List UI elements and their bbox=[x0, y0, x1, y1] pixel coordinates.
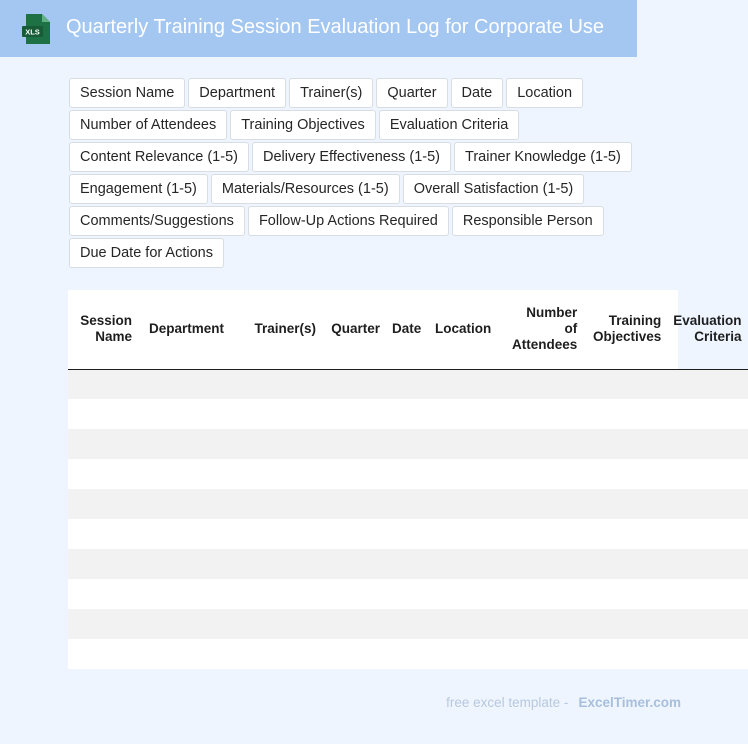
table-header-row bbox=[68, 290, 748, 369]
column-chip[interactable]: Number of Attendees bbox=[69, 110, 227, 140]
column-header[interactable]: Department bbox=[138, 290, 230, 369]
table-cell[interactable] bbox=[667, 549, 747, 579]
table-cell[interactable] bbox=[322, 459, 386, 489]
excel-icon-label: XLS bbox=[25, 27, 40, 37]
table-cell[interactable] bbox=[583, 399, 667, 429]
column-chip[interactable]: Content Relevance (1-5) bbox=[69, 142, 249, 172]
table-row bbox=[68, 429, 748, 459]
column-chip[interactable]: Materials/Resources (1-5) bbox=[211, 174, 400, 204]
table-cell[interactable] bbox=[68, 399, 138, 429]
table-cell[interactable] bbox=[68, 459, 138, 489]
footer-brand-link[interactable]: ExcelTimer.com bbox=[578, 695, 681, 710]
page-title: Quarterly Training Session Evaluation Log for Corporate Use bbox=[66, 16, 605, 38]
table-cell[interactable] bbox=[322, 429, 386, 459]
column-header[interactable]: Training Objectives bbox=[583, 290, 667, 369]
table-cell[interactable] bbox=[583, 519, 667, 549]
table-cell[interactable] bbox=[497, 399, 583, 429]
table-cell[interactable] bbox=[497, 579, 583, 609]
table-cell[interactable] bbox=[427, 399, 497, 429]
table-cell[interactable] bbox=[68, 519, 138, 549]
table-cell[interactable] bbox=[68, 369, 138, 399]
table-cell[interactable] bbox=[583, 489, 667, 519]
table-cell[interactable] bbox=[386, 489, 427, 519]
column-chip[interactable]: Due Date for Actions bbox=[69, 238, 224, 268]
table-row bbox=[68, 609, 748, 639]
table-cell[interactable] bbox=[386, 579, 427, 609]
column-header[interactable]: Evaluation Criteria bbox=[667, 290, 747, 369]
column-header[interactable]: Session Name bbox=[68, 290, 138, 369]
table-cell[interactable] bbox=[386, 519, 427, 549]
table-cell[interactable] bbox=[427, 459, 497, 489]
column-header[interactable]: Date bbox=[386, 290, 427, 369]
table-cell[interactable] bbox=[322, 399, 386, 429]
table-cell[interactable] bbox=[230, 579, 322, 609]
table-cell[interactable] bbox=[230, 549, 322, 579]
table-cell[interactable] bbox=[138, 489, 230, 519]
column-chip[interactable]: Department bbox=[188, 78, 286, 108]
table-cell[interactable] bbox=[583, 369, 667, 399]
column-chip-list bbox=[69, 78, 669, 268]
column-header[interactable]: Quarter bbox=[322, 290, 386, 369]
column-chip[interactable]: Delivery Effectiveness (1-5) bbox=[252, 142, 451, 172]
footer-credit bbox=[446, 695, 681, 710]
column-chip[interactable]: Engagement (1-5) bbox=[69, 174, 208, 204]
table-cell[interactable] bbox=[583, 639, 667, 669]
table-cell[interactable] bbox=[427, 519, 497, 549]
log-table[interactable] bbox=[68, 290, 742, 669]
table-cell[interactable] bbox=[230, 639, 322, 669]
table-cell[interactable] bbox=[138, 579, 230, 609]
table-cell[interactable] bbox=[322, 609, 386, 639]
table-cell[interactable] bbox=[497, 369, 583, 399]
table-cell[interactable] bbox=[138, 639, 230, 669]
table-cell[interactable] bbox=[230, 399, 322, 429]
table-cell[interactable] bbox=[667, 459, 747, 489]
column-chip[interactable]: Trainer(s) bbox=[289, 78, 373, 108]
column-chip[interactable]: Quarter bbox=[376, 78, 447, 108]
column-header[interactable]: Location bbox=[427, 290, 497, 369]
column-chip[interactable]: Date bbox=[451, 78, 504, 108]
table-cell[interactable] bbox=[322, 369, 386, 399]
table-cell[interactable] bbox=[427, 579, 497, 609]
table-cell[interactable] bbox=[427, 369, 497, 399]
column-header[interactable]: Number of Attendees bbox=[497, 290, 583, 369]
table-cell[interactable] bbox=[138, 549, 230, 579]
table-cell[interactable] bbox=[386, 549, 427, 579]
table-row bbox=[68, 549, 748, 579]
table-cell[interactable] bbox=[667, 579, 747, 609]
table-cell[interactable] bbox=[386, 459, 427, 489]
table-row bbox=[68, 519, 748, 549]
table-cell[interactable] bbox=[322, 579, 386, 609]
table-cell[interactable] bbox=[427, 429, 497, 459]
table-cell[interactable] bbox=[68, 549, 138, 579]
table-cell[interactable] bbox=[497, 549, 583, 579]
table-cell[interactable] bbox=[68, 579, 138, 609]
table-cell[interactable] bbox=[667, 429, 747, 459]
table-cell[interactable] bbox=[322, 639, 386, 669]
column-chip[interactable]: Follow-Up Actions Required bbox=[248, 206, 449, 236]
table-cell[interactable] bbox=[68, 489, 138, 519]
table-cell[interactable] bbox=[68, 429, 138, 459]
excel-file-icon bbox=[22, 14, 50, 44]
table-cell[interactable] bbox=[230, 489, 322, 519]
table-cell[interactable] bbox=[386, 369, 427, 399]
table-cell[interactable] bbox=[583, 579, 667, 609]
table-row bbox=[68, 399, 748, 429]
header-bar bbox=[0, 0, 637, 57]
table-cell[interactable] bbox=[138, 519, 230, 549]
table-cell[interactable] bbox=[667, 489, 747, 519]
table-cell[interactable] bbox=[138, 399, 230, 429]
table-cell[interactable] bbox=[497, 459, 583, 489]
table-cell[interactable] bbox=[138, 369, 230, 399]
table-row bbox=[68, 459, 748, 489]
table-cell[interactable] bbox=[230, 429, 322, 459]
table-cell[interactable] bbox=[230, 609, 322, 639]
table-cell[interactable] bbox=[583, 549, 667, 579]
table-cell[interactable] bbox=[386, 639, 427, 669]
table-cell[interactable] bbox=[497, 519, 583, 549]
column-chip[interactable]: Training Objectives bbox=[230, 110, 376, 140]
table-cell[interactable] bbox=[427, 639, 497, 669]
table-cell[interactable] bbox=[667, 639, 747, 669]
column-header[interactable]: Trainer(s) bbox=[230, 290, 322, 369]
table-row bbox=[68, 489, 748, 519]
table-cell[interactable] bbox=[230, 459, 322, 489]
table-cell[interactable] bbox=[138, 459, 230, 489]
column-chip[interactable]: Responsible Person bbox=[452, 206, 604, 236]
table-cell[interactable] bbox=[497, 609, 583, 639]
table-row bbox=[68, 639, 748, 669]
table-cell[interactable] bbox=[427, 609, 497, 639]
table-cell[interactable] bbox=[583, 429, 667, 459]
table-cell[interactable] bbox=[138, 429, 230, 459]
table-cell[interactable] bbox=[667, 369, 747, 399]
column-chip[interactable]: Overall Satisfaction (1-5) bbox=[403, 174, 585, 204]
table-row bbox=[68, 369, 748, 399]
column-chip[interactable]: Comments/Suggestions bbox=[69, 206, 245, 236]
table-cell[interactable] bbox=[497, 489, 583, 519]
table-cell[interactable] bbox=[427, 549, 497, 579]
column-chip[interactable]: Evaluation Criteria bbox=[379, 110, 519, 140]
column-chip[interactable]: Trainer Knowledge (1-5) bbox=[454, 142, 632, 172]
table-cell[interactable] bbox=[667, 609, 747, 639]
table-cell[interactable] bbox=[138, 609, 230, 639]
table-cell[interactable] bbox=[583, 609, 667, 639]
table-cell[interactable] bbox=[386, 609, 427, 639]
table-cell[interactable] bbox=[497, 639, 583, 669]
table-cell[interactable] bbox=[322, 519, 386, 549]
table-cell[interactable] bbox=[497, 429, 583, 459]
table-cell[interactable] bbox=[230, 369, 322, 399]
table-row bbox=[68, 579, 748, 609]
table-cell[interactable] bbox=[68, 639, 138, 669]
table-cell[interactable] bbox=[667, 399, 747, 429]
table-cell[interactable] bbox=[583, 459, 667, 489]
table-cell[interactable] bbox=[322, 489, 386, 519]
column-chip[interactable]: Session Name bbox=[69, 78, 185, 108]
table-cell[interactable] bbox=[230, 519, 322, 549]
table-cell[interactable] bbox=[427, 489, 497, 519]
column-chip[interactable]: Location bbox=[506, 78, 583, 108]
table-cell[interactable] bbox=[667, 519, 747, 549]
table-cell[interactable] bbox=[322, 549, 386, 579]
footer-lead-text: free excel template - bbox=[446, 695, 569, 710]
table-cell[interactable] bbox=[68, 609, 138, 639]
table-cell[interactable] bbox=[386, 399, 427, 429]
table-cell[interactable] bbox=[386, 429, 427, 459]
